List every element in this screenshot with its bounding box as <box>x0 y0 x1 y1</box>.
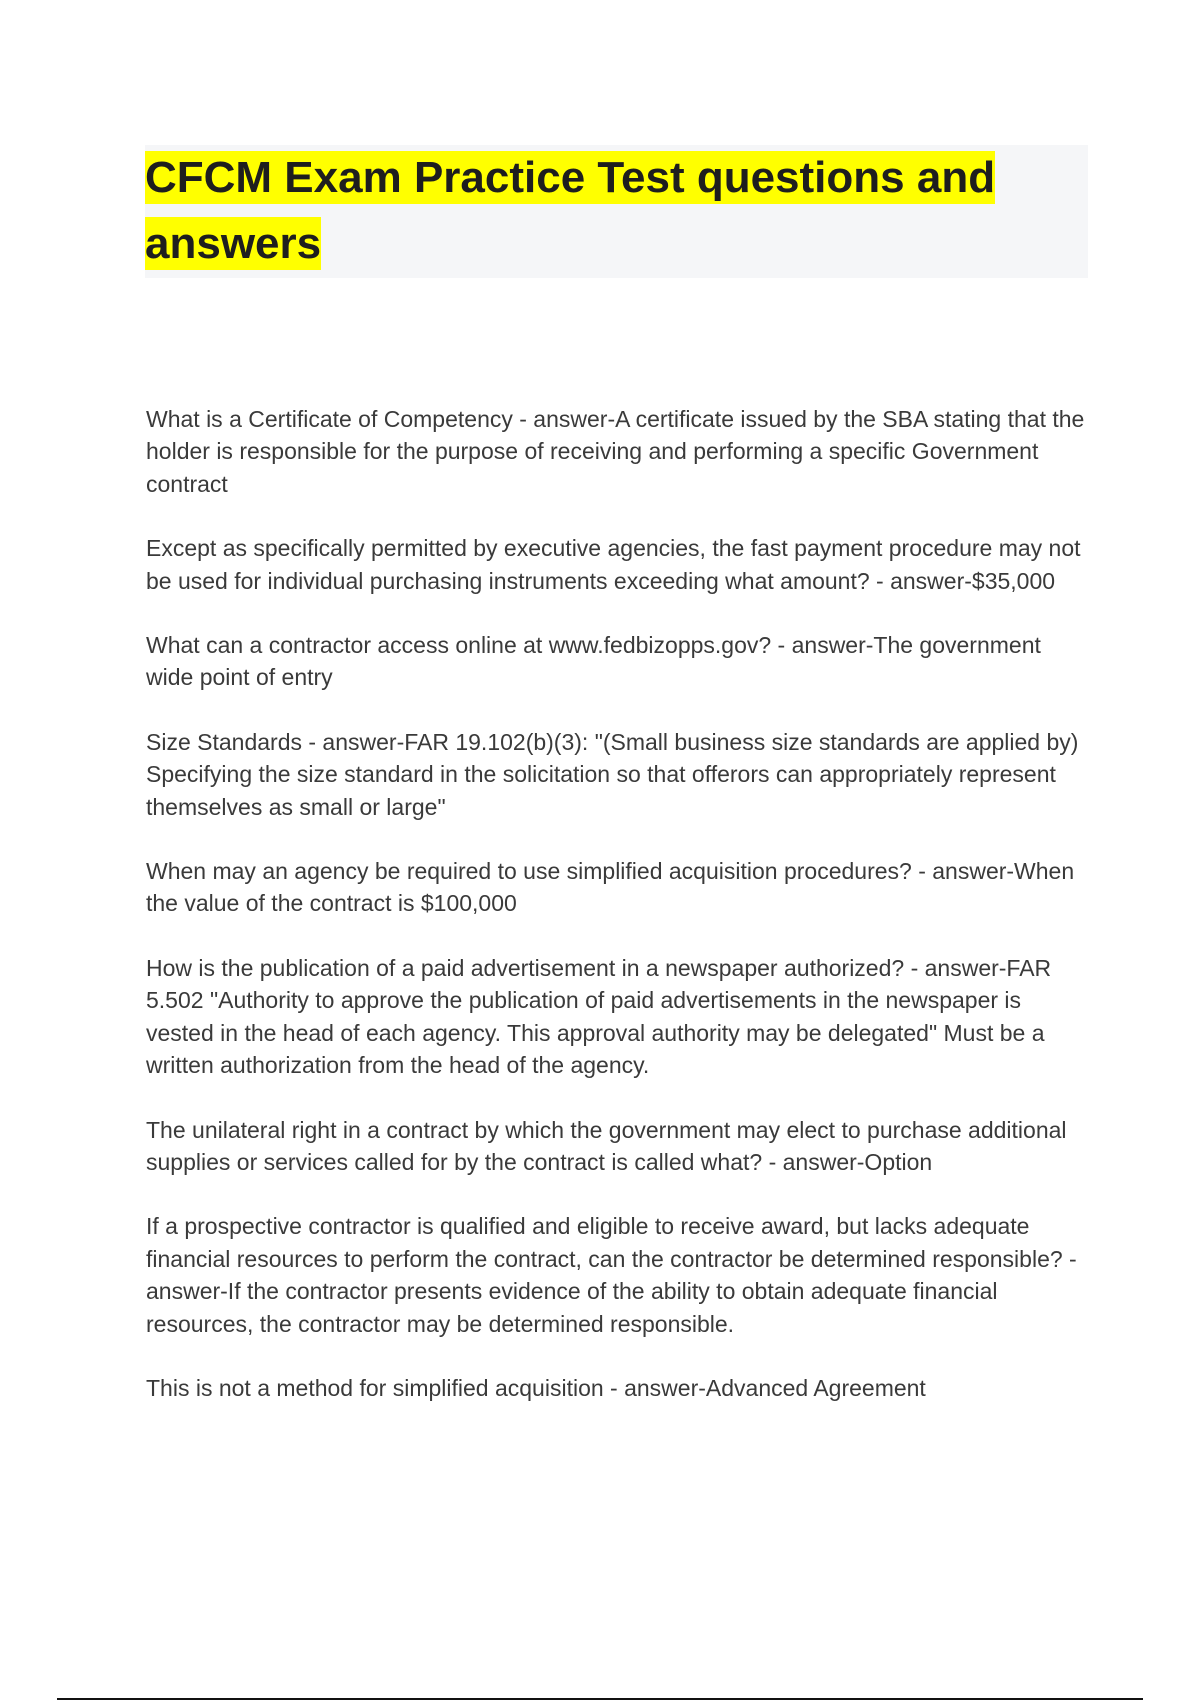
page-title <box>145 145 1088 277</box>
qa-item-5: When may an agency be required to use simplified acquisition procedures? - answer-When the value of the contract is $100,000 <box>146 858 1075 917</box>
title-highlight: CFCM Exam Practice Test questions and answers <box>145 153 996 268</box>
qa-item-9: This is not a method for simplified acquisition - answer-Advanced Agreement <box>146 1374 926 1401</box>
qa-item-2: Except as specifically permitted by executive agencies, the fast payment procedure may not be used for individual purchasing instruments exceeding what amount? - answer-$35,000 <box>146 535 1081 594</box>
qa-item-6: How is the publication of a paid advertisement in a newspaper authorized? - answer-FAR 5.502 "Authority to approve the publication of paid advertisements in the newspaper is vested in the head of each agency. This approval authority may be delegated" Must be a written authorization from the head of the agency. <box>146 954 1052 1079</box>
title-box <box>145 145 1088 278</box>
qa-item-8: If a prospective contractor is qualified and eligible to receive award, but lacks adequate financial resources to perform the contract, can the contractor be determined responsible? - answer-If the contractor presents evidence of the ability to obtain adequate financial resources, the contractor may be determined responsible. <box>146 1213 1077 1337</box>
qa-item-1: What is a Certificate of Competency - answer-A certificate issued by the SBA stating that the holder is responsible for the purpose of receiving and performing a specific Government contract <box>146 406 1085 497</box>
qa-item-3: What can a contractor access online at www.fedbizopps.gov? - answer-The government wide point of entry <box>146 632 1041 691</box>
qa-item-7: The unilateral right in a contract by which the government may elect to purchase additional supplies or services called for by the contract is called what? - answer-Option <box>146 1116 1067 1175</box>
qa-list <box>146 403 1091 1436</box>
qa-item-4: Size Standards - answer-FAR 19.102(b)(3): "(Small business size standards are applied by) Specifying the size standard in the solicitation so that offerors can appropriately represent themselves as small or large" <box>146 728 1079 820</box>
